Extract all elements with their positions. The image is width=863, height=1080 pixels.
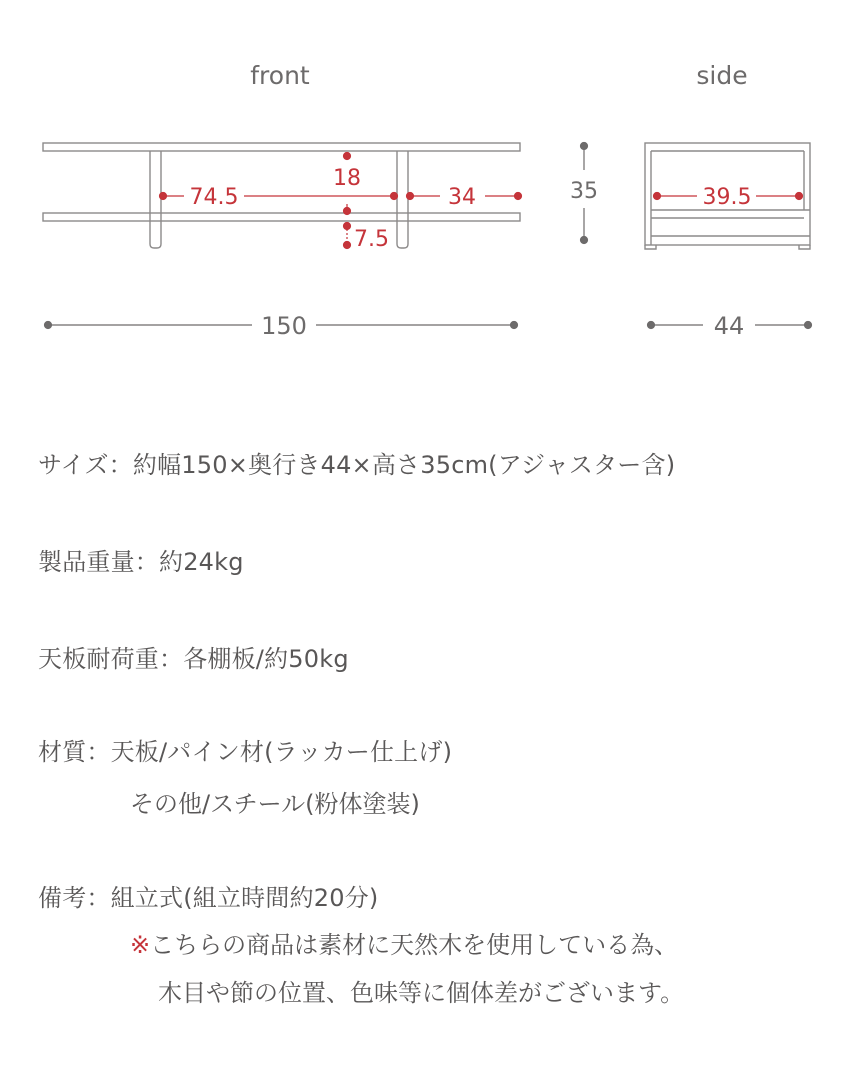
spec-size bbox=[38, 450, 675, 480]
dim-point bbox=[344, 223, 351, 230]
dim-left-bay-label: 74.5 bbox=[189, 185, 239, 210]
dim-point bbox=[344, 153, 351, 160]
spec-load-label: 天板耐荷重： bbox=[38, 645, 184, 673]
spec-material bbox=[38, 737, 452, 767]
dim-point bbox=[344, 242, 351, 249]
dim-height-label: 35 bbox=[570, 179, 598, 204]
dim-point bbox=[407, 193, 414, 200]
dim-point bbox=[160, 193, 167, 200]
spec-notes bbox=[38, 883, 378, 913]
dim-depth-label: 44 bbox=[713, 312, 745, 340]
spec-load-value: 各棚板/約50kg bbox=[183, 645, 349, 673]
spec-weight-label: 製品重量： bbox=[38, 548, 159, 576]
dim-point bbox=[344, 208, 351, 215]
dim-width-label: 150 bbox=[261, 312, 307, 340]
note-asterisk-mark: ※ bbox=[130, 931, 151, 959]
spec-size-label: サイズ： bbox=[38, 451, 133, 479]
spec-material-line1: 天板/パイン材(ラッカー仕上げ) bbox=[110, 738, 453, 766]
spec-weight bbox=[38, 547, 244, 577]
spec-notes-line2: こちらの商品は素材に天然木を使用している為、 bbox=[150, 931, 679, 959]
dim-right-bay-label: 34 bbox=[448, 185, 476, 210]
spec-notes-line3: 木目や節の位置、色味等に個体差がございます。 bbox=[158, 979, 685, 1007]
side-view-label: side bbox=[696, 61, 748, 90]
spec-load bbox=[38, 644, 349, 674]
spec-material-line2: その他/スチール(粉体塗装) bbox=[130, 790, 420, 818]
dim-point bbox=[515, 193, 522, 200]
spec-notes-line2-row bbox=[130, 930, 678, 960]
spec-notes-line1: 組立式(組立時間約20分) bbox=[110, 884, 379, 912]
dimension-diagram bbox=[0, 0, 863, 360]
dim-bottom-gap-label: 7.5 bbox=[354, 227, 389, 252]
dim-shelf-gap-label: 18 bbox=[333, 166, 361, 191]
spec-material-label: 材質： bbox=[38, 738, 111, 766]
spec-weight-value: 約24kg bbox=[159, 548, 244, 576]
spec-notes-label: 備考： bbox=[38, 884, 111, 912]
dim-side-inner-label: 39.5 bbox=[702, 185, 752, 210]
spec-size-value: 約幅150×奥行き44×高さ35cm(アジャスター含) bbox=[132, 451, 676, 479]
dim-point bbox=[391, 193, 398, 200]
front-view-label: front bbox=[250, 61, 310, 90]
